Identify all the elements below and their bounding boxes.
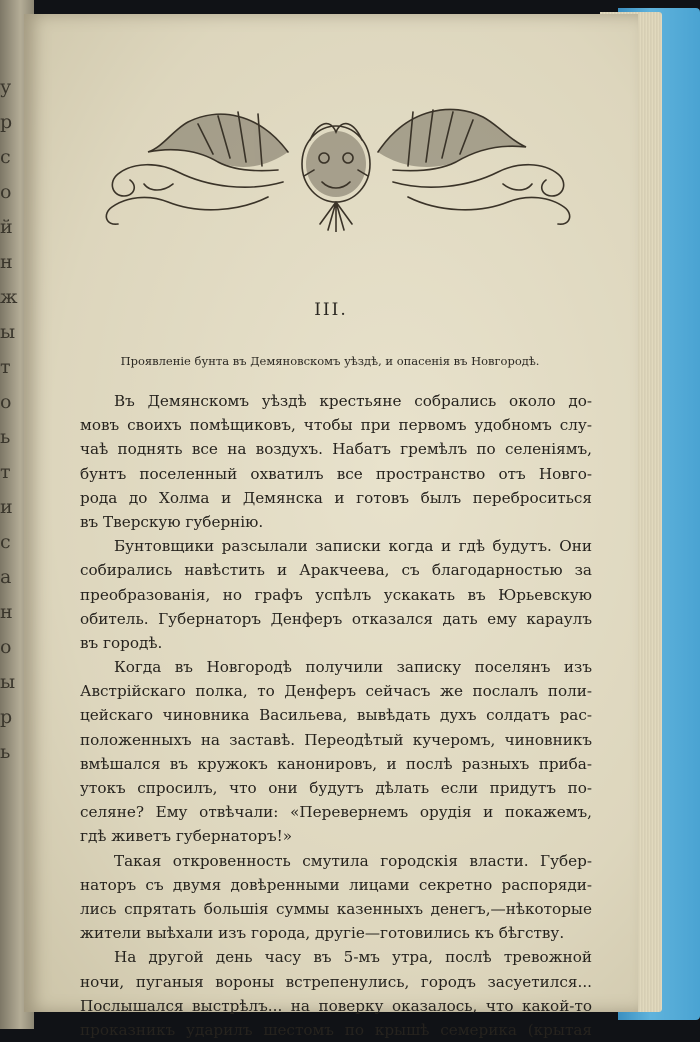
text-line: бунтъ поселенный охватилъ все пространство отъ Новго-	[80, 464, 592, 483]
text-line: вмѣшался въ кружокъ канонировъ, и послѣ разныхъ приба-	[80, 754, 592, 773]
chapter-body-text	[80, 389, 592, 1042]
text-line: Такая откровенность смутила городскія власти. Губер-	[114, 851, 592, 870]
text-line: чаѣ поднять все на воздухъ. Набатъ гремѣлъ по селеніямъ,	[80, 440, 592, 459]
dragon-headpiece-ornament	[78, 92, 600, 232]
text-line: На другой день часу въ 5-мъ утра, послѣ тревожной	[114, 948, 592, 967]
text-line: селяне? Ему отвѣчали: «Перевернемъ орудія и покажемъ,	[80, 803, 592, 822]
text-line: обитель. Губернаторъ Денферъ отказался дать ему караулъ	[80, 609, 592, 628]
text-line: ночи, пуганыя вороны встрепенулись, городъ засуетился...	[80, 972, 592, 991]
facing-page-text-fragment: у р с о й н ж ы т о ь т и с а н о ы р ь	[0, 76, 19, 763]
text-line: цейскаго чиновника Васильева, вывѣдать духъ солдатъ рас-	[80, 706, 592, 725]
chapter-subtitle: Проявленіе бунта въ Демяновскомъ уѣздѣ, и опасенія въ Новгородѣ.	[120, 354, 540, 368]
text-line: Австрійскаго полка, то Денферъ сейчасъ же послалъ поли-	[80, 682, 592, 701]
text-line: мовъ своихъ помѣщиковъ, чтобы при первомъ удобномъ слу-	[80, 416, 592, 435]
text-line: Въ Демянскомъ уѣздѣ крестьяне собрались около до-	[114, 392, 592, 410]
text-line: въ Тверскую губернію.	[80, 512, 264, 531]
text-line: собирались навѣстить и Аракчеева, съ благодарностью за	[80, 561, 592, 580]
text-line: въ городѣ.	[80, 633, 163, 652]
text-line: рода до Холма и Демянска и готовъ былъ переброситься	[80, 488, 592, 507]
text-line: гдѣ живетъ губернаторъ!»	[80, 827, 293, 846]
text-line: лись спрятать большія суммы казенныхъ денегъ,—нѣкоторые	[80, 899, 592, 918]
text-line: проказникъ ударилъ шестомъ по крышѣ семерика (крытая	[80, 1020, 592, 1039]
text-line: утокъ спросилъ, что они будутъ дѣлать если придутъ по-	[80, 779, 592, 797]
book-page	[24, 14, 638, 1039]
text-line: Когда въ Новгородѣ получили записку поселянъ изъ	[114, 658, 592, 677]
text-line: Послышался выстрѣлъ... на поверку оказалось, что какой-то	[80, 996, 592, 1015]
text-line: Бунтовщики разсылали записки когда и гдѣ будутъ. Они	[114, 537, 592, 556]
text-line: наторъ съ двумя довѣренными лицами секретно распоряди-	[80, 875, 592, 894]
text-line: положенныхъ на заставѣ. Переодѣтый кучеромъ, чиновникъ	[80, 730, 592, 749]
text-line: жители выѣхали изъ города, другіе—готовились къ бѣгству.	[80, 924, 565, 943]
text-line: преобразованія, но графъ успѣлъ ускакать въ Юрьевскую	[80, 585, 592, 604]
chapter-number: III.	[314, 300, 348, 320]
